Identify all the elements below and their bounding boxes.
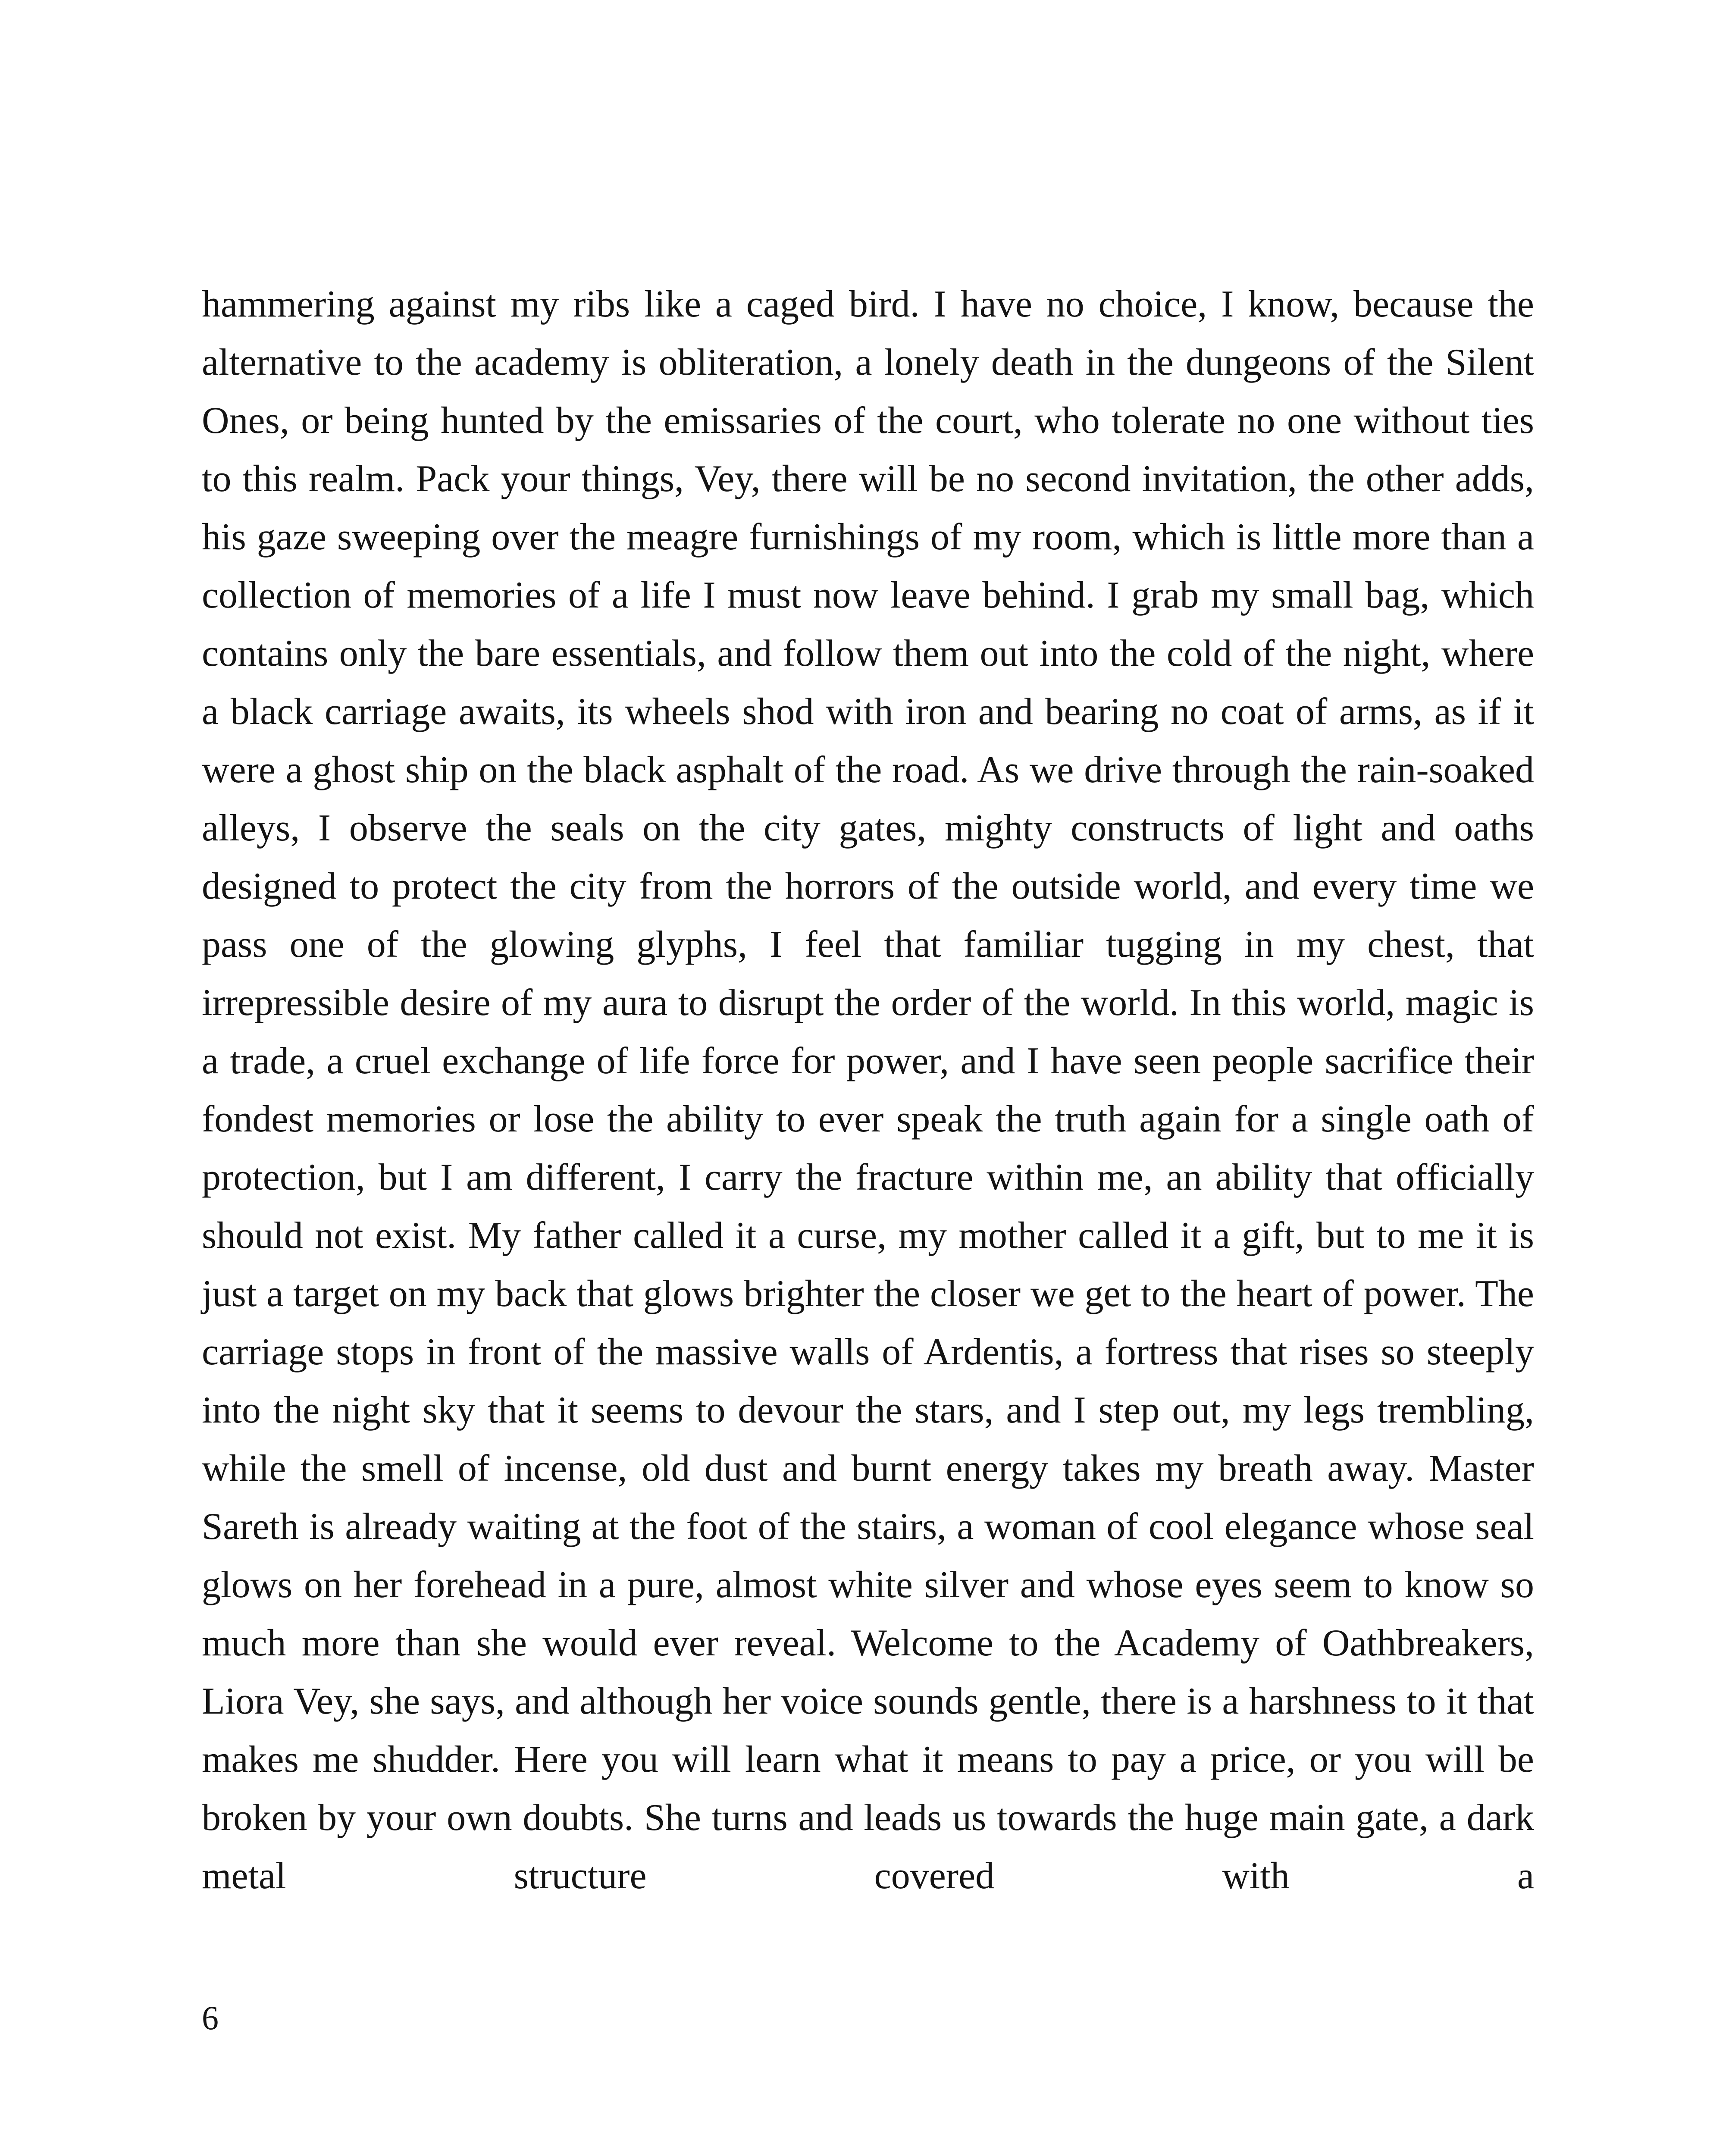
body-paragraph: hammering against my ribs like a caged bird. I have no choice, I know, because the alternative to the academy is obliteration, a lonely death in the dungeons of the Silent Ones, or being hunted by the emissaries of the court, who tolerate no one without ties to this realm. Pack your things, Vey, there will be no second invitation, the other adds, his gaze sweeping over the meagre furnishings of my room, which is little more than a collection of memories of a life I must now leave behind. I grab my small bag, which contains only the bare essentials, and follow them out into the cold of the night, where a black carriage awaits, its wheels shod with iron and bearing no coat of arms, as if it were a ghost ship on the black asphalt of the road. As we drive through the rain-soaked alleys, I observe the seals on the city gates, mighty constructs of light and oaths designed to protect the city from the horrors of the outside world, and every time we pass one of the glowing glyphs, I feel that familiar tugging in my chest, that irrepressible desire of my aura to disrupt the order of the world. In this world, magic is a trade, a cruel exchange of life force for power, and I have seen people sacrifice their fondest memories or lose the ability to ever speak the truth again for a single oath of protection, but I am different, I carry the fracture within me, an ability that officially should not exist. My father called it a curse, my mother called it a gift, but to me it is just a target on my back that glows brighter the closer we get to the heart of power. The carriage stops in front of the massive walls of Ardentis, a fortress that rises so steeply into the night sky that it seems to devour the stars, and I step out, my legs trembling, while the smell of incense, old dust and burnt energy takes my breath away. Master Sareth is already waiting at the foot of the stairs, a woman of cool elegance whose seal glows on her forehead in a pure, almost white silver and whose eyes seem to know so much more than she would ever reveal. Welcome to the Academy of Oathbreakers, Liora Vey, she says, and although her voice sounds gentle, there is a harshness to it that makes me shudder. Here you will learn what it means to pay a price, or you will be broken by your own doubts. She turns and leads us towards the huge main gate, a dark metal structure covered with a (202, 283, 1534, 1897)
page-number: 6 (202, 1999, 219, 2037)
